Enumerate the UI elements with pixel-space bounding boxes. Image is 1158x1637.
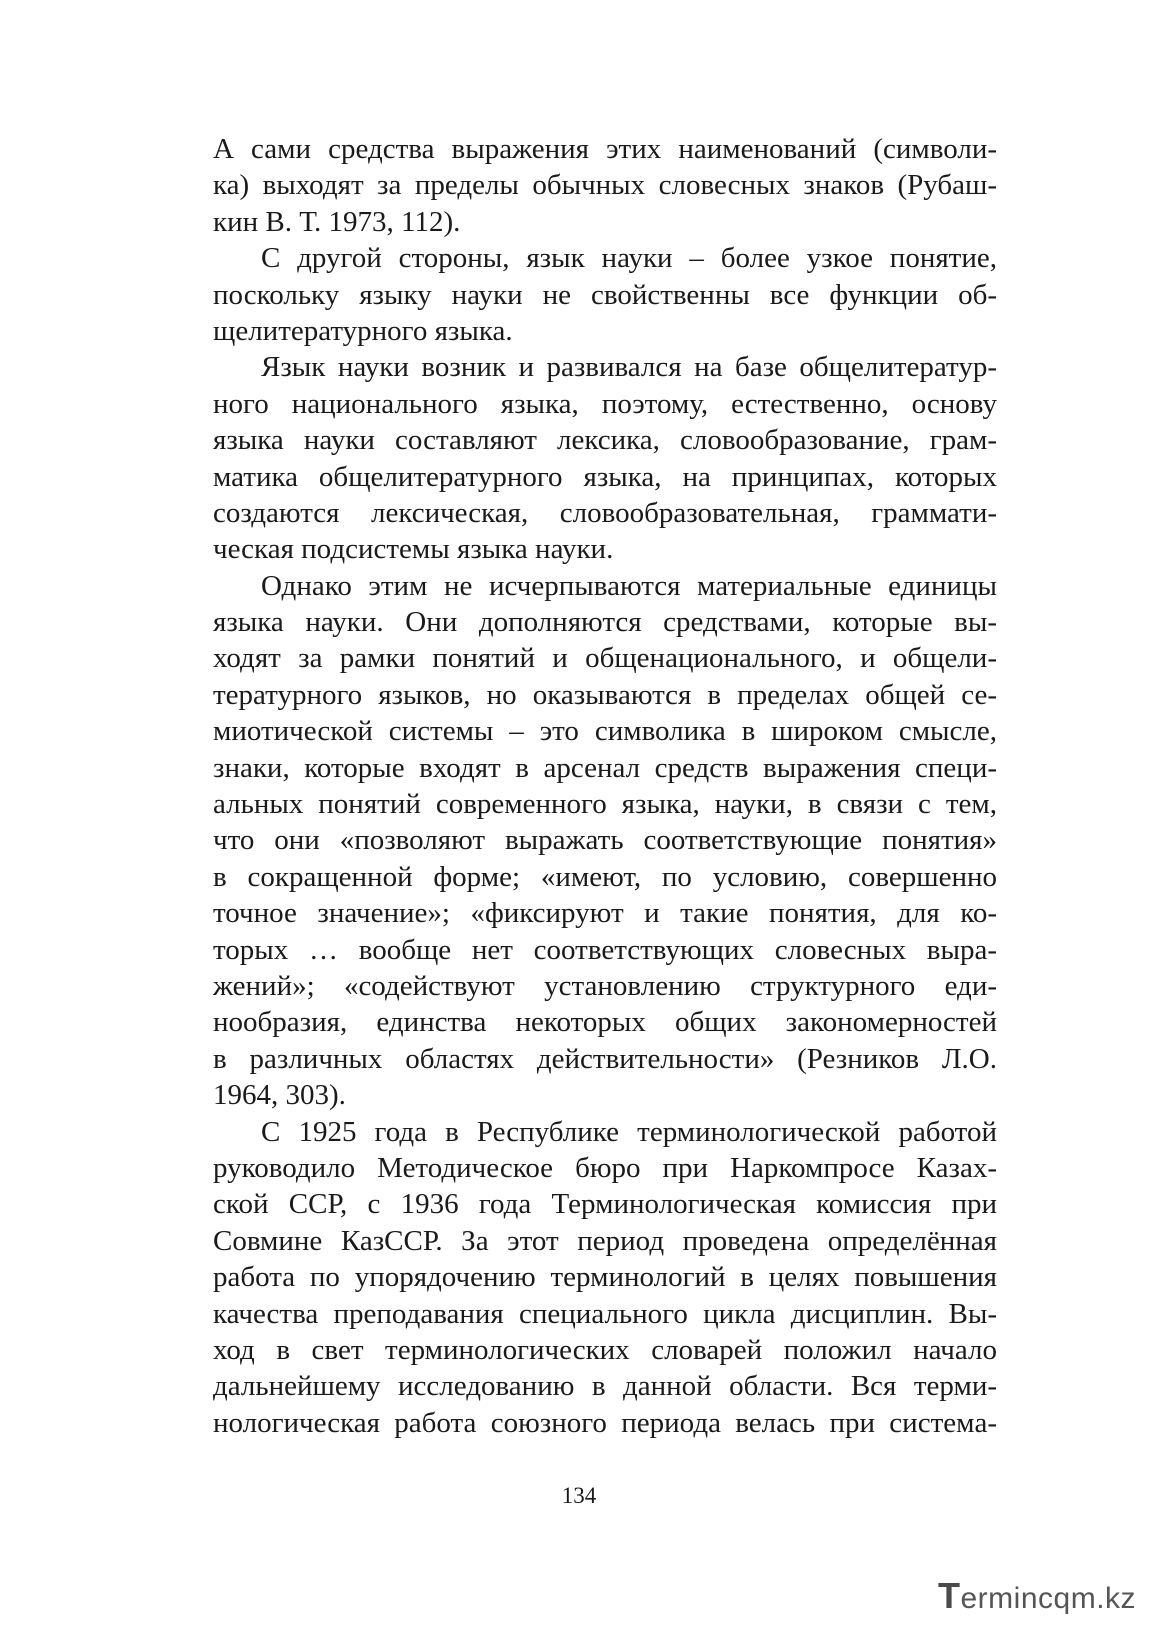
text-line: нологическая работа союзного периода велась при системa- (213, 1406, 997, 1439)
text-line: руководило Методическое бюро при Наркомпросе Казах- (213, 1151, 997, 1184)
text-line: Язык науки возник и развивался на базе общелитератур- (261, 351, 997, 384)
text-line: торых … вообще нет соответствующих словесных выра- (213, 933, 997, 966)
text-line: ческая подсистемы языка науки. (213, 533, 614, 566)
text-line: ходят за рамки понятий и общенационального, и общели- (213, 642, 997, 675)
text-line: качества преподавания специального цикла дисциплин. Вы- (213, 1297, 997, 1330)
text-line: миотической системы – это символика в широком смысле, (213, 715, 997, 748)
text-line: А сами средства выражения этих наименований (символи- (213, 133, 997, 165)
text-line: дальнейшему исследованию в данной области. Вся терми- (213, 1370, 997, 1403)
text-line: точное значение»; «фиксируют и такие понятия, для ко- (213, 897, 997, 930)
text-line: знаки, которые входят в арсенал средств выражения специ- (213, 751, 997, 784)
text-line: языка науки. Они дополняются средствами, которые вы- (213, 606, 997, 639)
watermark-rest: ermincqm.kz (960, 1582, 1137, 1615)
text-line: щелитературного языка. (213, 314, 513, 347)
text-line: С 1925 года в Республике терминологической работой (261, 1115, 997, 1148)
text-line: ской ССР, с 1936 года Терминологическая комиссия при (213, 1188, 997, 1221)
text-line: альных понятий современного языка, науки, в связи с тем, (213, 788, 997, 821)
text-line: Совмине КазССР. За этот период проведена определённая (213, 1224, 997, 1257)
text-line: тературного языков, но оказываются в пределах общей се- (213, 678, 997, 711)
text-line: что они «позволяют выражать соответствующие понятия» (213, 824, 997, 857)
text-line: в сокращенной форме; «имеют, по условию, совершенно (213, 860, 997, 893)
text-line: кин В. Т. 1973, 112). (213, 205, 461, 238)
text-line: в различных областях действительности» (Резников Л.О. (213, 1042, 997, 1075)
text-line: ход в свет терминологических словарей положил начало (213, 1333, 997, 1366)
text-line: матика общелитературного языка, на принципах, которых (213, 460, 997, 493)
text-line: жений»; «содействуют установлению структурного еди- (213, 969, 997, 1002)
text-line: С другой стороны, язык науки – более узкое понятие, (261, 242, 997, 275)
watermark-first-letter: T (938, 1575, 961, 1616)
page-number: 134 (561, 1483, 597, 1508)
text-line: Однако этим не исчерпываются материальные единицы (261, 569, 997, 602)
text-line: создаются лексическая, словообразовательная, граммати- (213, 496, 997, 529)
text-line: ного национального языка, поэтому, естественно, основу (213, 387, 997, 420)
text-line: работа по упорядочению терминологий в целях повышения (213, 1261, 997, 1294)
text-line: ка) выходят за пределы обычных словесных знаков (Рубаш- (213, 169, 997, 202)
watermark-logo (938, 1576, 1136, 1616)
text-line: языка науки составляют лексика, словообразование, грам- (213, 424, 997, 457)
text-line: нообразия, единства некоторых общих закономерностей (213, 1006, 997, 1039)
page-body-text (213, 131, 997, 1441)
text-line: поскольку языку науки не свойственны все функции об- (213, 278, 997, 311)
text-line: 1964, 303). (213, 1079, 346, 1112)
